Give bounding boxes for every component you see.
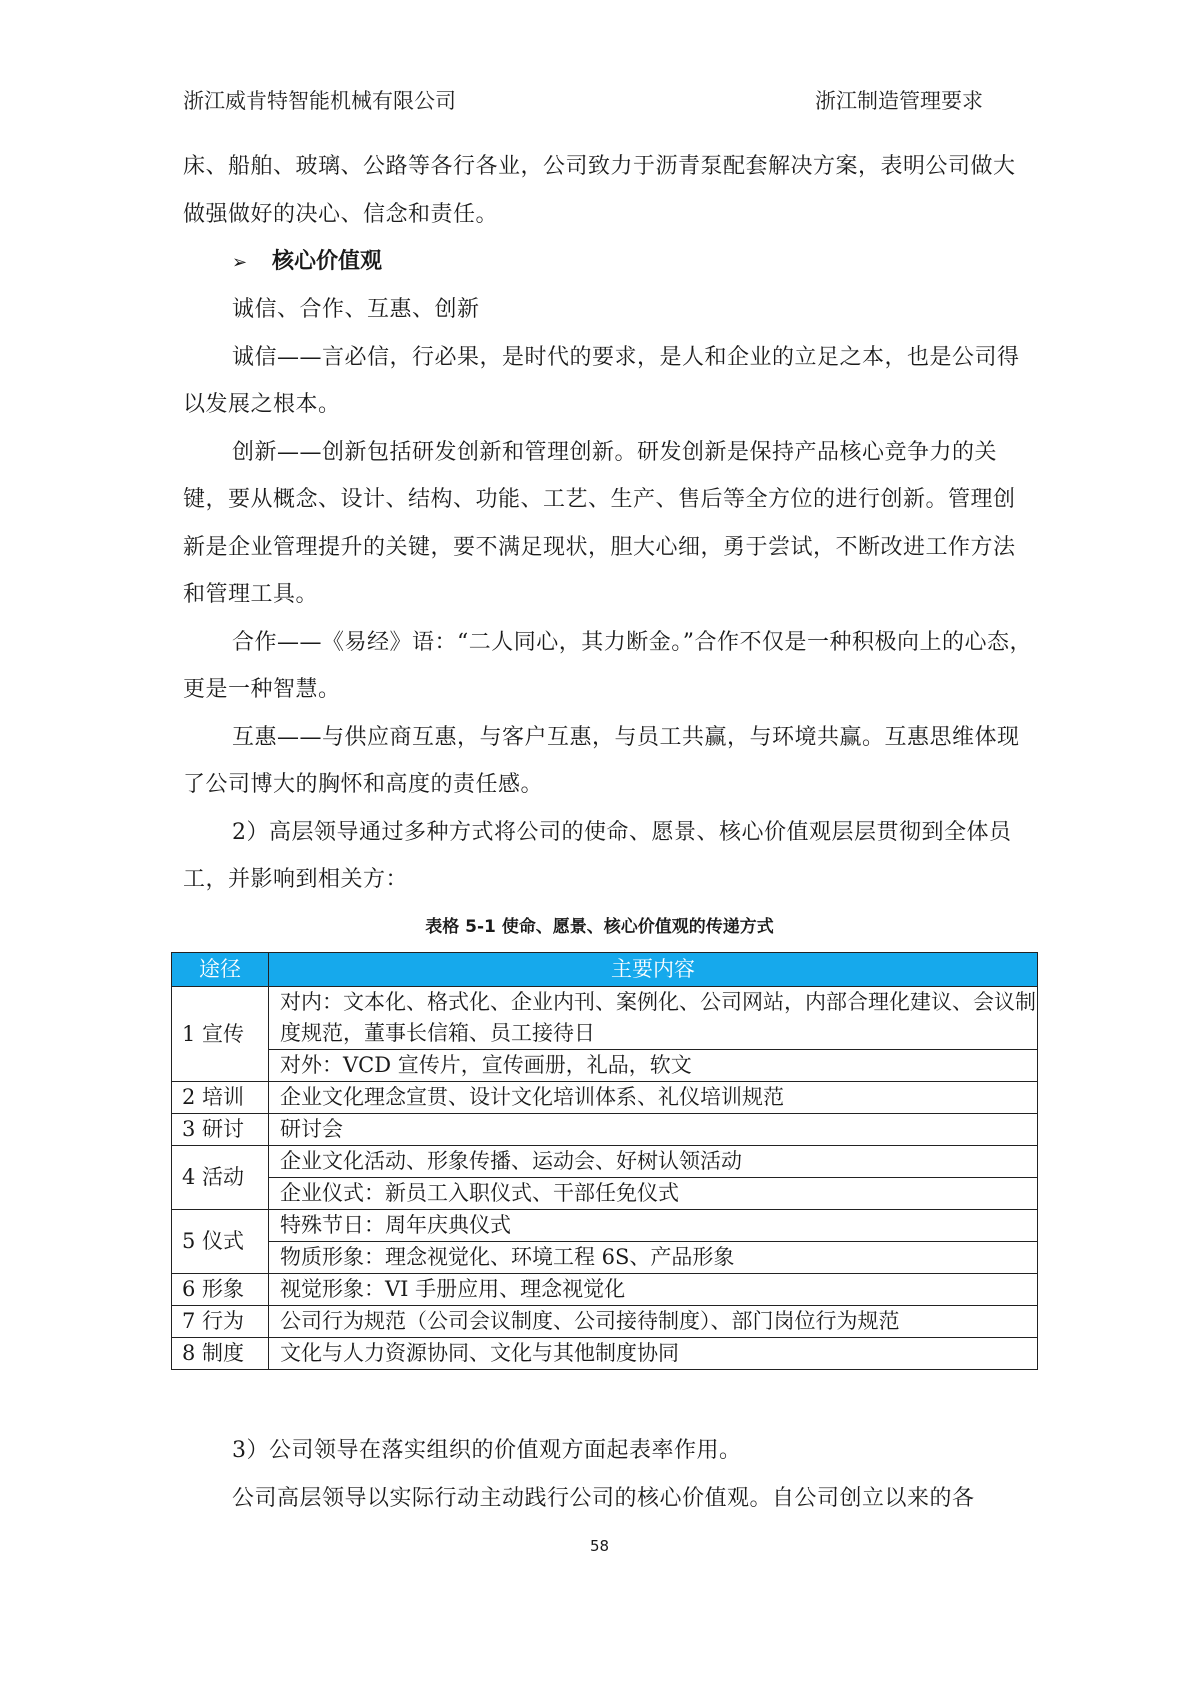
paragraph-innovation: 创新——创新包括研发创新和管理创新。研发创新是保持产品核心竞争力的关键，要从概念、设计、结构、功能、工艺、生产、售后等全方位的进行创新。管理创新是企业管理提升的关键，要不满足现状，胆大心细，勇于尝试，不断改进工作方法和管理工具。 bbox=[183, 439, 1016, 607]
table-cell-way: 8 制度 bbox=[172, 1338, 269, 1370]
table-row bbox=[172, 1050, 1038, 1082]
body-top bbox=[183, 143, 1033, 904]
table-row bbox=[172, 1146, 1038, 1178]
values-list: 诚信、合作、互惠、创新 bbox=[232, 297, 480, 322]
table-row bbox=[172, 1274, 1038, 1306]
table-row bbox=[172, 1338, 1038, 1370]
table-row bbox=[172, 1242, 1038, 1274]
table-row bbox=[172, 1210, 1038, 1242]
table-cell-content: 视觉形象：VI 手册应用、理念视觉化 bbox=[269, 1274, 1038, 1306]
section-heading-text: 核心价值观 bbox=[272, 249, 383, 274]
section-heading bbox=[183, 238, 1033, 286]
header-company-name: 浙江威肯特智能机械有限公司 bbox=[183, 89, 456, 113]
table-row bbox=[172, 987, 1038, 1050]
table-cell-way: 4 活动 bbox=[172, 1146, 269, 1210]
table-row bbox=[172, 1114, 1038, 1146]
table-cell-content: 研讨会 bbox=[269, 1114, 1038, 1146]
table-cell-content: 对外：VCD 宣传片，宣传画册，礼品，软文 bbox=[269, 1050, 1038, 1082]
table-cell-content: 物质形象：理念视觉化、环境工程 6S、产品形象 bbox=[269, 1242, 1038, 1274]
table-cell-content: 公司行为规范（公司会议制度、公司接待制度）、部门岗位行为规范 bbox=[269, 1306, 1038, 1338]
table-header-way: 途径 bbox=[172, 953, 269, 987]
table-cell-content: 特殊节日：周年庆典仪式 bbox=[269, 1210, 1038, 1242]
table-cell-way: 2 培训 bbox=[172, 1082, 269, 1114]
table-cell-way: 1 宣传 bbox=[172, 987, 269, 1082]
paragraph-cooperation: 合作——《易经》语：“二人同心，其力断金。”合作不仅是一种积极向上的心态，更是一种智慧。 bbox=[183, 629, 1032, 702]
table-cell-way: 7 行为 bbox=[172, 1306, 269, 1338]
table-cell-content: 文化与人力资源协同、文化与其他制度协同 bbox=[269, 1338, 1038, 1370]
table-cell-content: 企业文化活动、形象传播、运动会、好树认领活动 bbox=[269, 1146, 1038, 1178]
body-bottom bbox=[183, 1427, 1033, 1522]
table-cell-way: 6 形象 bbox=[172, 1274, 269, 1306]
table-cell-content: 对内：文本化、格式化、企业内刊、案例化、公司网站，内部合理化建议、会议制度规范，董事长信箱、员工接待日 bbox=[269, 987, 1038, 1050]
table-row bbox=[172, 1306, 1038, 1338]
table-row bbox=[172, 1082, 1038, 1114]
arrow-bullet-icon: ➢ bbox=[232, 252, 248, 273]
transmission-methods-table bbox=[171, 952, 1038, 1370]
paragraph-mutual-benefit: 互惠——与供应商互惠，与客户互惠，与员工共赢，与环境共赢。互惠思维体现了公司博大的胸怀和高度的责任感。 bbox=[183, 724, 1020, 797]
paragraph-leadership-example: 3）公司领导在落实组织的价值观方面起表率作用。 bbox=[232, 1438, 742, 1463]
table-cell-content: 企业文化理念宣贯、设计文化培训体系、礼仪培训规范 bbox=[269, 1082, 1038, 1114]
paragraph-leadership-communication: 2）高层领导通过多种方式将公司的使命、愿景、核心价值观层层贯彻到全体员工，并影响到相关方： bbox=[183, 819, 1012, 892]
table-cell-way: 5 仪式 bbox=[172, 1210, 269, 1274]
table-header-row bbox=[172, 953, 1038, 987]
table-header-content: 主要内容 bbox=[269, 953, 1038, 987]
header-document-title: 浙江制造管理要求 bbox=[815, 89, 983, 113]
paragraph-leadership-practice: 公司高层领导以实际行动主动践行公司的核心价值观。自公司创立以来的各 bbox=[232, 1485, 975, 1511]
paragraph-continued: 床、船舶、玻璃、公路等各行各业，公司致力于沥青泵配套解决方案，表明公司做大做强做好的决心、信念和责任。 bbox=[183, 154, 1016, 227]
page-number: 58 bbox=[589, 1537, 610, 1555]
table-caption: 表格 5-1 使命、愿景、核心价值观的传递方式 bbox=[425, 917, 774, 937]
table-row bbox=[172, 1178, 1038, 1210]
paragraph-integrity: 诚信——言必信，行必果，是时代的要求，是人和企业的立足之本，也是公司得以发展之根本。 bbox=[183, 344, 1020, 417]
table-cell-content: 企业仪式：新员工入职仪式、干部任免仪式 bbox=[269, 1178, 1038, 1210]
table-cell-way: 3 研讨 bbox=[172, 1114, 269, 1146]
